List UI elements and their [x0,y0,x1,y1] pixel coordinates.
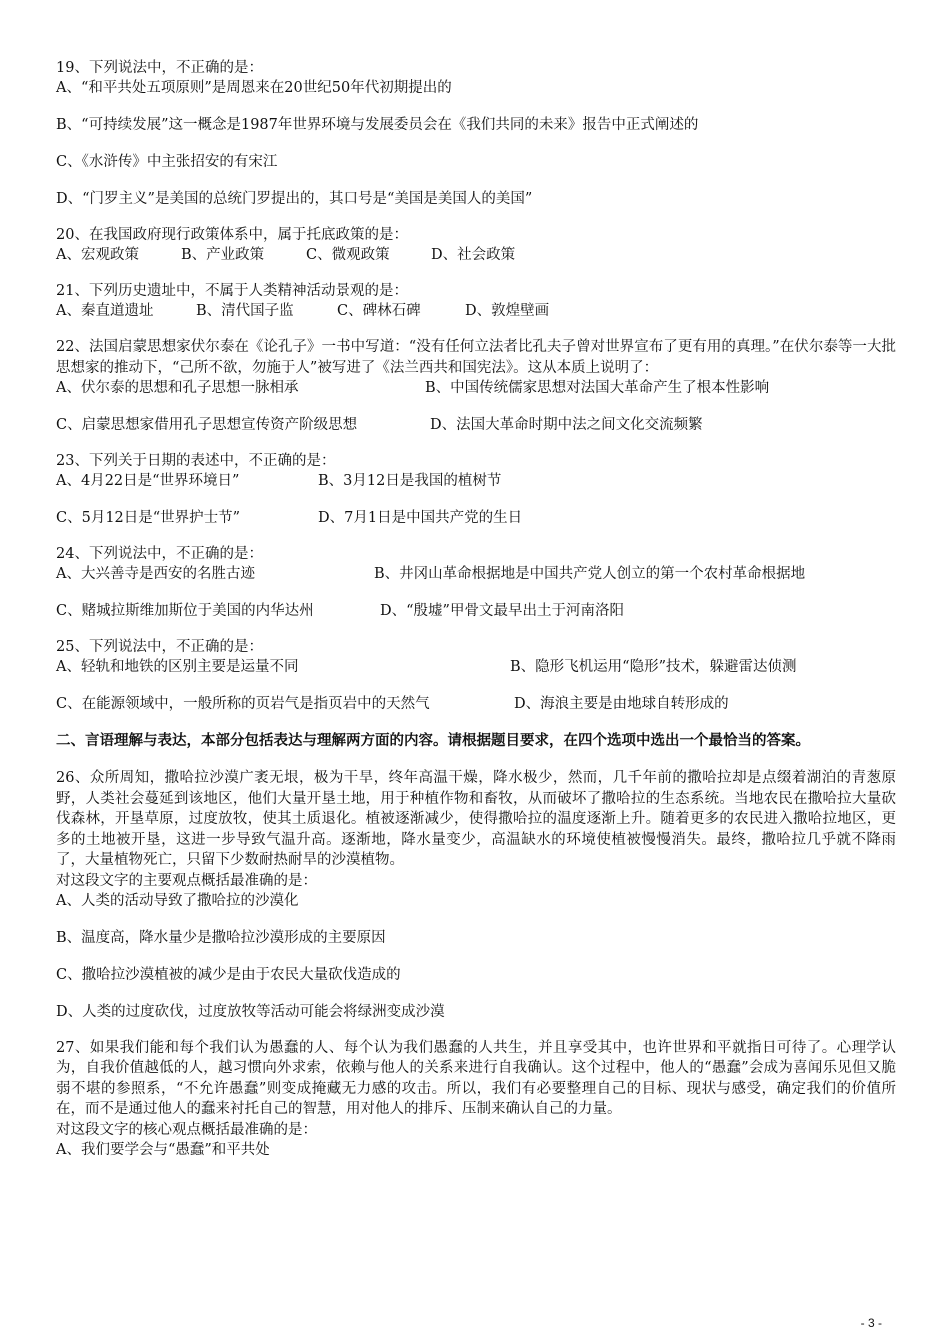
option-a: A、轻轨和地铁的区别主要是运量不同 [56,659,299,675]
option-a: A、我们要学会与“愚蠢”和平共处 [56,1141,270,1158]
option-b: B、隐形飞机运用“隐形”技术，躲避雷达侦测 [510,659,797,675]
question-19 [56,58,896,209]
options-row [56,601,896,621]
question-stem: 26、众所周知，撒哈拉沙漠广袤无垠，极为干旱，终年高温干燥，降水极少，然而，几千年前的撒哈拉却是点缀着湖泊的青葱原野，人类社会蔓延到该地区，他们大量开垦土地，用于种植作物和畜牧，从而破坏了撒哈拉的生态系统。当地农民在撒哈拉大量砍伐森林，开垦草原，过度放牧，使其土质退化。植被逐渐减少，使得撒哈拉的温度逐渐上升。随着更多的农民进入撒哈拉地区，更多的土地被开垦，这进一步导致气温升高。逐渐地，降水量变少，高温缺水的环境使植被慢慢消失。最终，撒哈拉几乎就不降雨了，大量植物死亡，只留下少数耐热耐旱的沙漠植物。 [56,770,896,868]
option-a: A、人类的活动导致了撒哈拉的沙漠化 [56,892,299,909]
option-a: A、“和平共处五项原则”是周恩来在20世纪50年代初期提出的 [56,80,452,96]
question-20 [56,225,896,265]
option-b: B、产业政策 [181,247,265,263]
option-d: D、海浪主要是由地球自转形成的 [514,696,729,712]
question-25 [56,637,896,714]
options-row [56,245,896,265]
option-a: A、伏尔泰的思想和孔子思想一脉相承 [56,380,299,396]
option-a: A、宏观政策 [56,247,139,263]
options-row [56,694,896,714]
option-c: C、《水浒传》中主张招安的有宋江 [56,154,278,170]
question-stem: 20、在我国政府现行政策体系中，属于托底政策的是： [56,227,408,243]
question-27 [56,1038,896,1160]
option-c: C、碑林石碑 [337,303,421,319]
option-d: D、“殷墟”甲骨文最早出土于河南洛阳 [380,603,624,619]
option-d: D、人类的过度砍伐，过度放牧等活动可能会将绿洲变成沙漠 [56,1003,445,1020]
option-c: C、赌城拉斯维加斯位于美国的内华达州 [56,603,314,619]
options-row [56,657,896,677]
options-row [56,301,896,321]
question-23 [56,451,896,528]
option-c: C、在能源领域中，一般所称的页岩气是指页岩中的天然气 [56,696,430,712]
question-24 [56,544,896,621]
option-c: C、启蒙思想家借用孔子思想宣传资产阶级思想 [56,417,358,433]
option-b: B、井冈山革命根据地是中国共产党人创立的第一个农村革命根据地 [374,566,806,582]
question-stem: 22、法国启蒙思想家伏尔泰在《论孔子》一书中写道：“没有任何立法者比孔夫子曾对世界宣布了更有用的真理。”在伏尔泰等一大批思想家的推动下，“己所不欲，勿施于人”被写进了《法兰西共和国宪法》。这从本质上说明了： [56,339,896,376]
question-stem: 24、下列说法中，不正确的是： [56,546,263,562]
option-b: B、温度高，降水量少是撒哈拉沙漠形成的主要原因 [56,929,386,946]
option-b: B、中国传统儒家思想对法国大革命产生了根本性影响 [425,380,770,396]
option-a: A、大兴善寺是西安的名胜古迹 [56,566,255,582]
option-c: C、微观政策 [306,247,390,263]
option-b: B、清代国子监 [196,303,294,319]
option-d: D、“门罗主义”是美国的总统门罗提出的，其口号是“美国是美国人的美国” [56,191,533,207]
question-prompt: 对这段文字的核心观点概括最准确的是： [56,1121,317,1138]
option-d: D、法国大革命时期中法之间文化交流频繁 [430,417,703,433]
question-stem: 23、下列关于日期的表述中，不正确的是： [56,453,336,469]
options-row [56,508,896,528]
option-c: C、撒哈拉沙漠植被的减少是由于农民大量砍伐造成的 [56,966,401,983]
section-heading: 二、言语理解与表达，本部分包括表达与理解两方面的内容。请根据题目要求，在四个选项中选出一个最恰当的答案。 [56,732,810,749]
options-row [56,471,896,491]
option-d: D、敦煌壁画 [465,303,550,319]
options-row [56,415,896,435]
option-a: A、秦直道遗址 [56,303,154,319]
options-row [56,378,896,398]
question-stem: 27、如果我们能和每个我们认为愚蠢的人、每个认为我们愚蠢的人共生，并且享受其中，也许世界和平就指日可待了。心理学认为，自我价值越低的人，越习惯向外求索，依赖与他人的关系来进行自我确认。这个过程中，他人的“愚蠢”会成为喜闻乐见但又脆弱不堪的参照系，“不允许愚蠢”则变成掩藏无力感的攻击。所以，我们有必要整理自己的目标、现状与感受，确定我们的价值所在，而不是通过他人的蠢来衬托自己的智慧，用对他人的排斥、压制来确认自己的力量。 [56,1039,896,1117]
question-21 [56,281,896,321]
question-prompt: 对这段文字的主要观点概括最准确的是： [56,872,317,889]
options-row [56,564,896,584]
question-stem: 19、下列说法中，不正确的是： [56,60,263,76]
page-number: - 3 - [860,1316,882,1330]
option-c: C、5月12日是“世界护士节” [56,510,241,526]
option-b: B、3月12日是我国的植树节 [318,473,502,489]
option-d: D、社会政策 [431,247,516,263]
option-d: D、7月1日是中国共产党的生日 [318,510,523,526]
question-stem: 21、下列历史遗址中，不属于人类精神活动景观的是： [56,283,408,299]
question-stem: 25、下列说法中，不正确的是： [56,639,263,655]
question-26 [56,768,896,1022]
option-a: A、4月22日是“世界环境日” [56,473,240,489]
exam-page [56,58,896,1176]
option-b: B、“可持续发展”这一概念是1987年世界环境与发展委员会在《我们共同的未来》报告中正式阐述的 [56,117,699,133]
question-22 [56,337,896,435]
